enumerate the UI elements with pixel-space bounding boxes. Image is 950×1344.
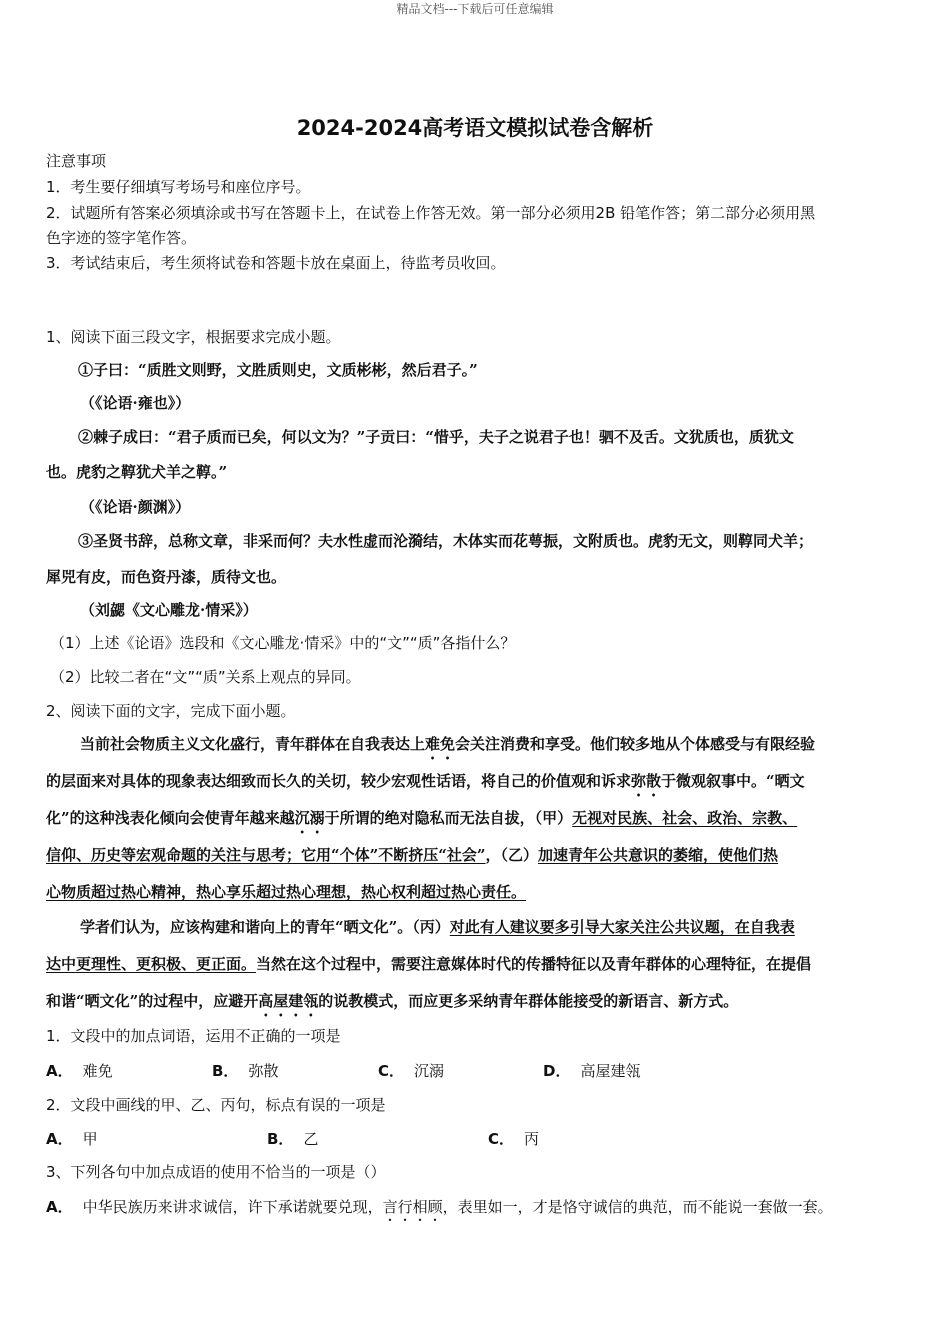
option-d[interactable] bbox=[543, 1060, 640, 1081]
sub-question: 2．文段中画线的甲、乙、丙句，标点有误的一项是 bbox=[46, 1096, 386, 1114]
option-letter: A． bbox=[46, 1198, 73, 1216]
option-a[interactable] bbox=[46, 1060, 113, 1081]
option-text: 丙 bbox=[524, 1130, 540, 1148]
option-text: 难免 bbox=[82, 1062, 113, 1080]
option-letter: C． bbox=[488, 1130, 515, 1148]
option-letter: A． bbox=[46, 1062, 73, 1080]
dotted-term: 弥散 bbox=[631, 772, 662, 790]
option-c[interactable] bbox=[488, 1128, 539, 1149]
text-run: 于微观叙事中。“晒文 bbox=[661, 772, 805, 790]
underlined-sentence-jia: 信仰、历史等宏观命题的关注与思考；它用“个体”不断挤压“社会” bbox=[46, 846, 486, 864]
passage-line: 犀兕有皮，而色资丹漆，质待文也。 bbox=[46, 568, 287, 586]
dotted-term: 难免 bbox=[425, 735, 456, 753]
text-run: 会关注消费和享受。他们较多地从个体感受与有限经验 bbox=[455, 735, 816, 753]
notice-item: 2．试题所有答案必须填涂或书写在答题卡上，在试卷上作答无效。第一部分必须用2B 铅笔作答；第二部分必须用黑 bbox=[46, 204, 816, 222]
underlined-sentence-yi: 加速青年公共意识的萎缩，使他们热 bbox=[538, 846, 779, 864]
passage-source: （《论语·颜渊》） bbox=[80, 498, 191, 516]
option-text: 甲 bbox=[82, 1130, 98, 1148]
underlined-sentence-yi: 心物质超过热心精神，热心享乐超过热心理想，热心权利超过热心责任。 bbox=[46, 883, 527, 901]
underlined-sentence-jia: 无视对民族、社会、政治、宗教、 bbox=[572, 809, 798, 827]
dotted-term: 高屋建瓴 bbox=[258, 992, 319, 1010]
question-stem: 3、下列各句中加点成语的使用不恰当的一项是（） bbox=[46, 1163, 386, 1181]
option-letter: D． bbox=[543, 1062, 571, 1080]
option-text: 乙 bbox=[303, 1130, 319, 1148]
text-run: 和谐“晒文化”的过程中，应避开 bbox=[46, 992, 259, 1010]
option-letter: A． bbox=[46, 1130, 73, 1148]
text-run: 的说教模式，而应更多采纳青年群体能接受的新语言、新方式。 bbox=[318, 992, 739, 1010]
passage-source: （刘勰《文心雕龙·情采》） bbox=[80, 601, 258, 619]
passage-source: （《论语·雍也》） bbox=[80, 394, 191, 412]
underlined-sentence-bing: 对此有人建议要多引导大家关注公共议题，在自我表 bbox=[449, 918, 795, 936]
passage-line bbox=[46, 954, 811, 974]
passage-line bbox=[46, 845, 778, 865]
notice-item: 1．考生要仔细填写考场号和座位序号。 bbox=[46, 178, 311, 196]
text-run: 当前社会物质主义文化盛行，青年群体在自我表达上 bbox=[80, 735, 426, 753]
text-run: 的层面来对具体的现象表达细致而长久的关切，较少宏观性话语，将自己的价值观和诉求 bbox=[46, 772, 632, 790]
passage-line: 也。虎豹之鞟犹犬羊之鞟。” bbox=[46, 463, 228, 481]
passage-line bbox=[46, 808, 797, 837]
passage-line: ②棘子成曰：“君子质而已矣，何以文为？”子贡曰：“惜乎，夫子之说君子也！驷不及舌。文犹质也，质犹文 bbox=[78, 428, 794, 446]
text-run: ，（乙） bbox=[485, 846, 539, 864]
header-note: 精品文档---下载后可任意编辑 bbox=[396, 2, 554, 16]
option-letter: B． bbox=[212, 1062, 239, 1080]
sub-question: （2）比较二者在“文”“质”关系上观点的异同。 bbox=[50, 668, 361, 686]
question-stem: 2、阅读下面的文字，完成下面小题。 bbox=[46, 702, 296, 720]
option-text: 高屋建瓴 bbox=[580, 1062, 641, 1080]
option-text: 沉溺 bbox=[414, 1062, 445, 1080]
sub-question: 1．文段中的加点词语，运用不正确的一项是 bbox=[46, 1027, 341, 1045]
sub-question: （1）上述《论语》选段和《文心雕龙·情采》中的“文”“质”各指什么？ bbox=[50, 634, 516, 652]
question-stem: 1、阅读下面三段文字，根据要求完成小题。 bbox=[46, 328, 341, 346]
option-a[interactable] bbox=[46, 1128, 98, 1149]
passage-line bbox=[80, 917, 795, 937]
text-run: 学者们认为，应该构建和谐向上的青年“晒文化”。（丙） bbox=[80, 918, 450, 936]
option-b[interactable] bbox=[267, 1128, 318, 1149]
option-letter: B． bbox=[267, 1130, 294, 1148]
dotted-term: 沉溺 bbox=[294, 809, 325, 827]
option-text: 中华民族历来讲求诚信，许下承诺就要兑现， bbox=[82, 1198, 383, 1216]
text-run: 化”的这种浅表化倾向会使青年越来越 bbox=[46, 809, 295, 827]
underlined-sentence-bing: 达中更理性、更积极、更正面。 bbox=[46, 955, 257, 973]
passage-line: ①子曰：“质胜文则野，文胜质则史，文质彬彬，然后君子。” bbox=[78, 361, 478, 379]
passage-line bbox=[46, 882, 526, 902]
option-b[interactable] bbox=[212, 1060, 278, 1081]
passage-line bbox=[46, 991, 738, 1020]
notice-item: 3．考试结束后，考生须将试卷和答题卡放在桌面上，待监考员收回。 bbox=[46, 254, 506, 272]
dotted-term: 言行相顾 bbox=[382, 1198, 443, 1216]
option-a[interactable] bbox=[46, 1196, 833, 1225]
option-c[interactable] bbox=[378, 1060, 444, 1081]
passage-line: ③圣贤书辞，总称文章，非采而何？夫水性虚而沦漪结，木体实而花萼振，文附质也。虎豹无文，则鞟同犬羊； bbox=[78, 532, 814, 550]
text-run: 当然在这个过程中，需要注意媒体时代的传播特征以及青年群体的心理特征，在提倡 bbox=[256, 955, 812, 973]
option-text: ，表里如一，才是恪守诚信的典范，而不能说一套做一套。 bbox=[442, 1198, 833, 1216]
page-title: 2024-2024高考语文模拟试卷含解析 bbox=[296, 116, 654, 140]
option-text: 弥散 bbox=[248, 1062, 279, 1080]
passage-line bbox=[46, 771, 805, 800]
text-run: 于所谓的绝对隐私而无法自拔，（甲） bbox=[324, 809, 573, 827]
option-letter: C． bbox=[378, 1062, 405, 1080]
passage-line bbox=[80, 734, 815, 763]
notice-item: 色字迹的签字笔作答。 bbox=[46, 229, 197, 247]
notice-heading: 注意事项 bbox=[46, 152, 107, 170]
